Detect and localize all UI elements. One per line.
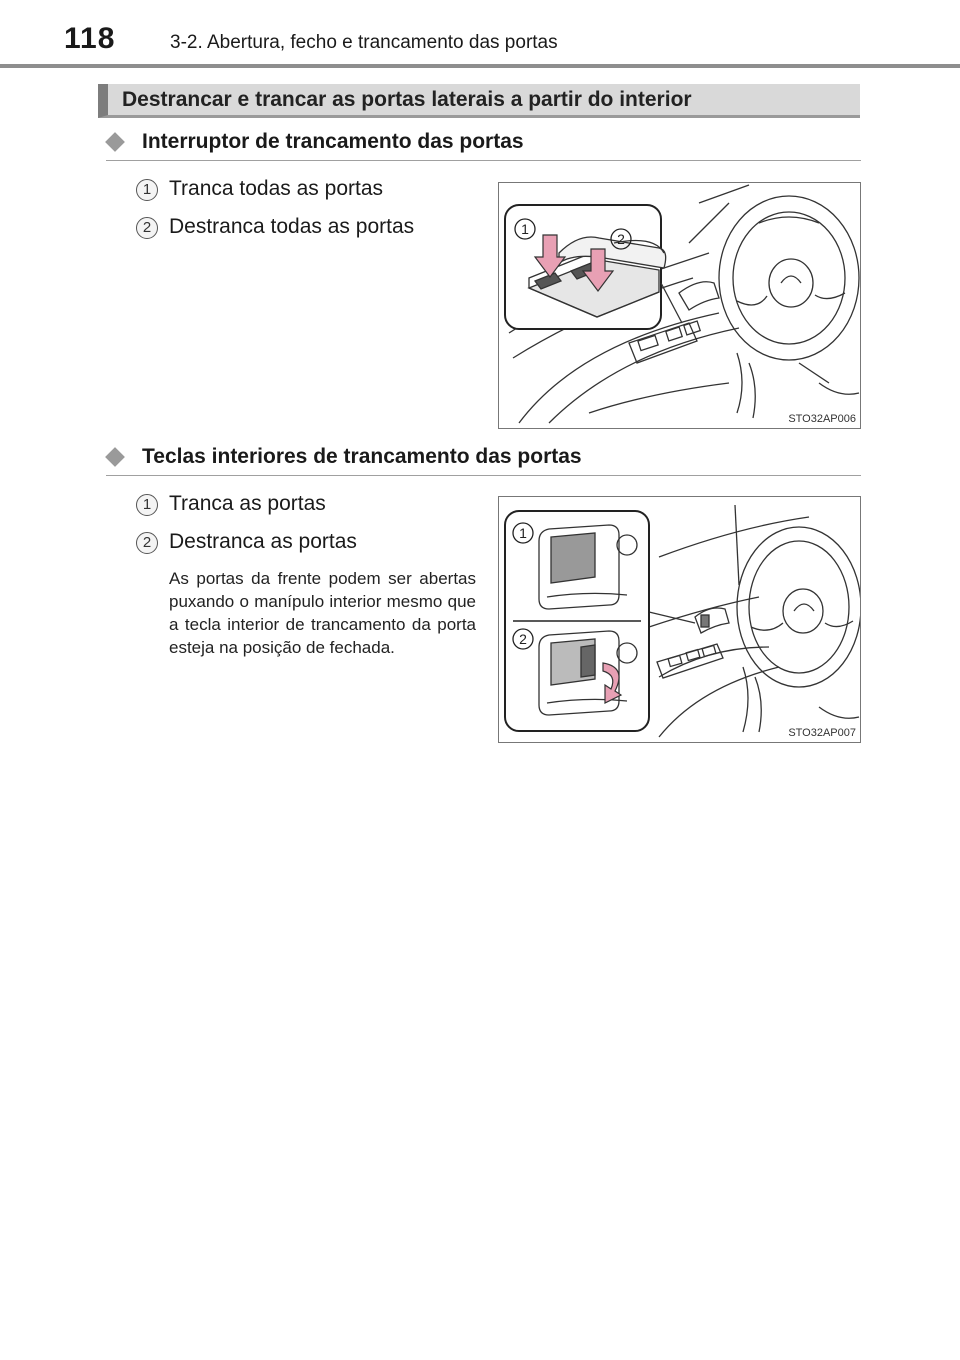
- figure-door-lock-switch: [498, 182, 861, 429]
- figure-code: STO32AP006: [788, 413, 856, 425]
- note-text: As portas da frente podem ser abertas puxando o manípulo interior mesmo que a tecla interior de trancamento da porta esteja na posição de fechada.: [169, 569, 476, 657]
- item-number-badge: 1: [136, 179, 158, 201]
- item-label: Destranca as portas: [169, 530, 357, 553]
- item-label: Tranca as portas: [169, 492, 326, 515]
- subsection-title: Teclas interiores de trancamento das portas: [142, 445, 582, 468]
- callout-1: 1: [521, 221, 529, 237]
- diamond-bullet-icon: [105, 132, 125, 152]
- section-banner: [98, 84, 860, 118]
- diamond-bullet-icon: [105, 447, 125, 467]
- figure-code: STO32AP007: [788, 727, 856, 739]
- subsection-title: Interruptor de trancamento das portas: [142, 130, 524, 153]
- item-number-badge: 2: [136, 217, 158, 239]
- subsection-heading-door-lock-switch: [106, 130, 861, 161]
- subsection-heading-inside-lock-buttons: [106, 445, 861, 476]
- section-title: Destrancar e trancar as portas laterais a partir do interior: [122, 88, 692, 111]
- page-number: 118: [64, 22, 116, 55]
- page-header: [0, 0, 960, 68]
- inside-lock-buttons-illustration: [499, 497, 860, 742]
- callout-2: 2: [519, 631, 527, 647]
- figure-inside-lock-buttons: [498, 496, 861, 743]
- item-number-badge: 2: [136, 532, 158, 554]
- door-lock-switch-illustration: [499, 183, 860, 428]
- callout-1: 1: [519, 525, 527, 541]
- item-label: Destranca todas as portas: [169, 215, 415, 238]
- item-number-badge: 1: [136, 494, 158, 516]
- header-rule: [0, 64, 960, 68]
- callout-2: 2: [617, 231, 625, 247]
- item-label: Tranca todas as portas: [169, 177, 383, 200]
- chapter-title: 3-2. Abertura, fecho e trancamento das portas: [170, 32, 558, 53]
